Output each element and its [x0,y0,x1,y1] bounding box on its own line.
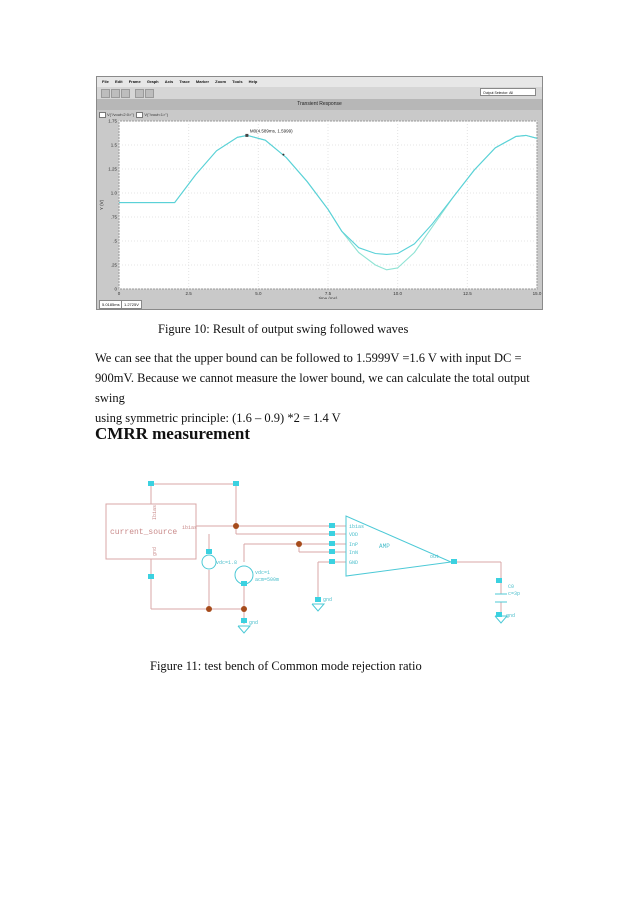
toolbar-button-icon[interactable] [135,89,144,98]
x-tick-label: 0 [117,291,121,296]
y-tick-label: 1.5 [110,142,117,148]
cursor-point [282,154,284,156]
figure11-caption: Figure 11: test bench of Common mode rejection ratio [150,659,422,673]
amp-pin-inn: InN [349,550,359,556]
menu-zoom[interactable]: Zoom [215,79,227,84]
paragraph-line: We can see that the upper bound can be followed to 1.5999V =1.6 V with input DC = [95,351,522,365]
y-tick-label: .25 [110,262,117,268]
gnd-symbol [238,626,250,633]
waveform-plot[interactable] [97,119,542,301]
section-heading: CMRR measurement [95,424,251,443]
status-bar [97,299,542,309]
current-source-pin-top: Ibias [152,504,158,520]
grid [119,121,537,289]
gnd-symbol [312,604,324,611]
menu-trace[interactable]: Trace [179,79,190,84]
x-tick-label: 7.5 [324,291,332,296]
legend-checkbox[interactable] [99,112,106,118]
legend-entry-1: V("/vout<2:0>") [107,112,135,117]
vdc-label: vdc=1.8 [216,560,238,566]
menu-marker[interactable]: Marker [195,79,210,84]
capacitor-label: C0 [508,584,515,590]
toolbar-button-icon[interactable] [145,89,154,98]
x-tick-label: 10.0 [393,291,403,296]
menu-frame[interactable]: Frame [128,79,141,84]
menu-tools[interactable]: Tools [232,79,243,84]
paragraph-line: using symmetric principle: (1.6 – 0.9) *2 = 1.4 V [95,411,341,425]
vcm-label: vdc=1 [255,570,271,576]
schematic-diagram [96,474,536,644]
menu-graph[interactable]: Graph [146,79,159,84]
y-tick-label: .5 [113,238,117,244]
waveform-viewer-window [96,76,543,310]
cursor-x-readout: 5.0185ms [99,300,123,309]
vdc-source-symbol [202,555,216,569]
y-tick-label: 1.75 [108,119,117,124]
amp-label: AMP [379,543,390,550]
y-tick-label: 1.25 [108,166,117,172]
amp-out-label: out [430,554,440,560]
legend-checkbox[interactable] [136,112,143,118]
x-tick-label: 15.0 [532,291,542,296]
y-tick-label: 0 [114,286,117,292]
legend [99,111,168,119]
figure10-caption: Figure 10: Result of output swing followed waves [158,322,409,336]
current-source-out-label: ibias [182,525,198,531]
output-selector-dropdown[interactable]: Output Selector: All [480,88,536,96]
current-source-pin-bottom: gnd [152,546,158,556]
body-paragraph [95,348,555,428]
gnd-label: gnd [323,597,333,603]
legend-entry-2: V("/vout<1>") [144,112,169,117]
x-tick-label: 5.0 [255,291,262,296]
x-tick-label: 2.5 [185,291,192,296]
amp-pin-vdd: VDD [349,532,359,538]
x-tick-label: 12.5 [462,291,472,296]
y-tick-label: .75 [110,214,117,220]
paragraph-line: 900mV. Because we cannot measure the lower bound, we can calculate the total output swing [95,371,530,405]
toolbar-button-icon[interactable] [111,89,120,98]
cursor-y-readout: 1.2725V [121,300,142,309]
menu-help[interactable]: Help [248,79,258,84]
marker-point [245,134,248,137]
toolbar-button-icon[interactable] [121,89,130,98]
amp-pin-ibias: ibias [349,524,365,530]
amp-pin-gnd: GND [349,560,359,566]
toolbar-button-icon[interactable] [101,89,110,98]
y-tick-label: 1.0 [110,190,117,196]
menu-file[interactable]: File [102,79,109,84]
menu-edit[interactable]: Edit [115,79,123,84]
vcm-ac-label: acm=500m [255,577,280,583]
y-axis-label: Y (V) [99,199,104,211]
current-source-label: current_source [110,528,178,537]
gnd-label: gnd [249,620,259,626]
gnd-label: gnd [506,613,516,619]
amp-pin-inp: InP [349,542,359,548]
capacitor-value: c=3p [508,591,521,597]
menu-axis[interactable]: Axis [164,79,174,84]
plot-title: Transient Response [97,99,542,110]
junction-dots [206,523,302,612]
marker-label: M0(4.589ms, 1.5999) [249,128,293,134]
